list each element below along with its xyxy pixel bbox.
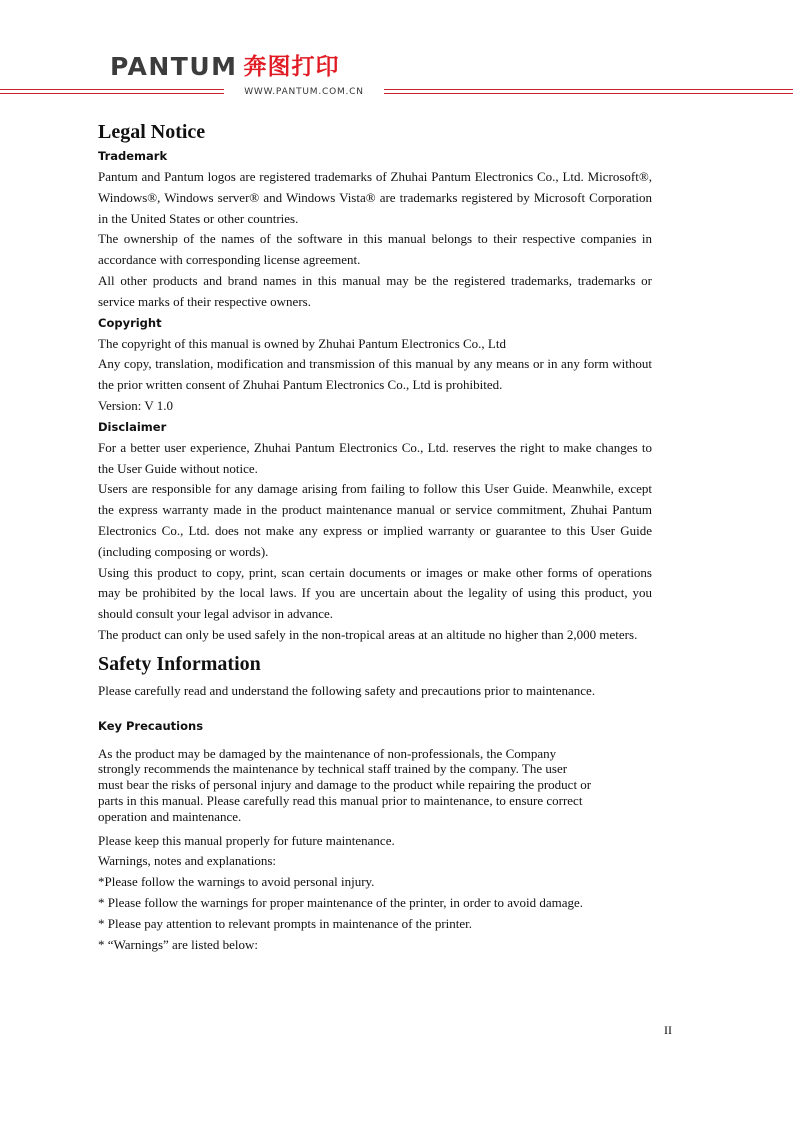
key-line: must bear the risks of personal injury and damage to the product while repairing the product or <box>98 777 592 793</box>
safety-information-title: Safety Information <box>98 652 261 675</box>
disclaimer-para-4: The product can only be used safely in the non-tropical areas at an altitude no higher than 2,000 meters. <box>98 626 638 642</box>
trademark-para-2: The ownership of the names of the software in this manual belongs to their respective companies in accordance with corresponding license agreement. <box>98 231 652 268</box>
key-line: strongly recommends the maintenance by technical staff trained by the company. The user <box>98 761 568 777</box>
brand-cn: 奔图打印 <box>243 54 340 80</box>
legal-notice-title: Legal Notice <box>98 121 206 143</box>
key-line: parts in this manual. Please carefully read this manual prior to maintenance, to ensure correct <box>98 792 583 808</box>
page-number: II <box>664 1023 672 1037</box>
copyright-para-1: The copyright of this manual is owned by Zhuhai Pantum Electronics Co., Ltd <box>98 335 506 351</box>
website-url: WWW.PANTUM.COM.CN <box>224 87 384 97</box>
trademark-para-3: All other products and brand names in this manual may be the registered trademarks, trademarks or service marks of their respective owners. <box>98 272 652 309</box>
pantum-logo <box>110 54 340 80</box>
key-line: operation and maintenance. <box>98 808 242 824</box>
disclaimer-para-2: Users are responsible for any damage arising from failing to follow this User Guide. Meanwhile, except the express warranty made in the product maintenance manual or service commitment, Zhuhai Pantum Electronics Co., Ltd. does not make any express or implied warranty or guarantee to this User Guide (including composing or words). <box>98 481 652 559</box>
tail-line: *Please follow the warnings to avoid personal injury. <box>98 874 375 890</box>
tail-line: * Please follow the warnings for proper maintenance of the printer, in order to avoid damage. <box>98 894 584 910</box>
tail-line: * “Warnings” are listed below: <box>98 936 258 952</box>
version-text: Version: V 1.0 <box>98 397 173 413</box>
disclaimer-para-1: For a better user experience, Zhuhai Pantum Electronics Co., Ltd. reserves the right to make changes to the User Guide without notice. <box>98 439 652 476</box>
key-line: As the product may be damaged by the maintenance of non-professionals, the Company <box>98 745 557 761</box>
key-precautions-heading: Key Precautions <box>98 718 204 733</box>
copyright-heading: Copyright <box>98 315 162 330</box>
disclaimer-heading: Disclaimer <box>98 419 167 434</box>
header-rule <box>0 87 793 97</box>
tail-line: Please keep this manual properly for future maintenance. <box>98 832 395 848</box>
brand-en: PANTUM <box>110 52 238 81</box>
safety-intro: Please carefully read and understand the following safety and precautions prior to maintenance. <box>98 682 596 698</box>
tail-line: Warnings, notes and explanations: <box>98 853 277 869</box>
copyright-para-2: Any copy, translation, modification and transmission of this manual by any means or in any form without the prior written consent of Zhuhai Pantum Electronics Co., Ltd is prohibited. <box>98 356 652 393</box>
page-content <box>98 118 652 955</box>
disclaimer-para-3: Using this product to copy, print, scan certain documents or images or make other forms of operations may be prohibited by the local laws. If you are uncertain about the legality of using this product, you should consult your legal advisor in advance. <box>98 564 652 622</box>
key-precautions-block <box>98 746 638 825</box>
trademark-para-1: Pantum and Pantum logos are registered trademarks of Zhuhai Pantum Electronics Co., Ltd. Microsoft®, Windows®, Windows server® and Windows Vista® are trademarks registered by Microsoft Corporation in the United States or other countries. <box>98 169 652 226</box>
trademark-heading: Trademark <box>98 149 168 163</box>
tail-line: * Please pay attention to relevant prompts in maintenance of the printer. <box>98 915 472 931</box>
